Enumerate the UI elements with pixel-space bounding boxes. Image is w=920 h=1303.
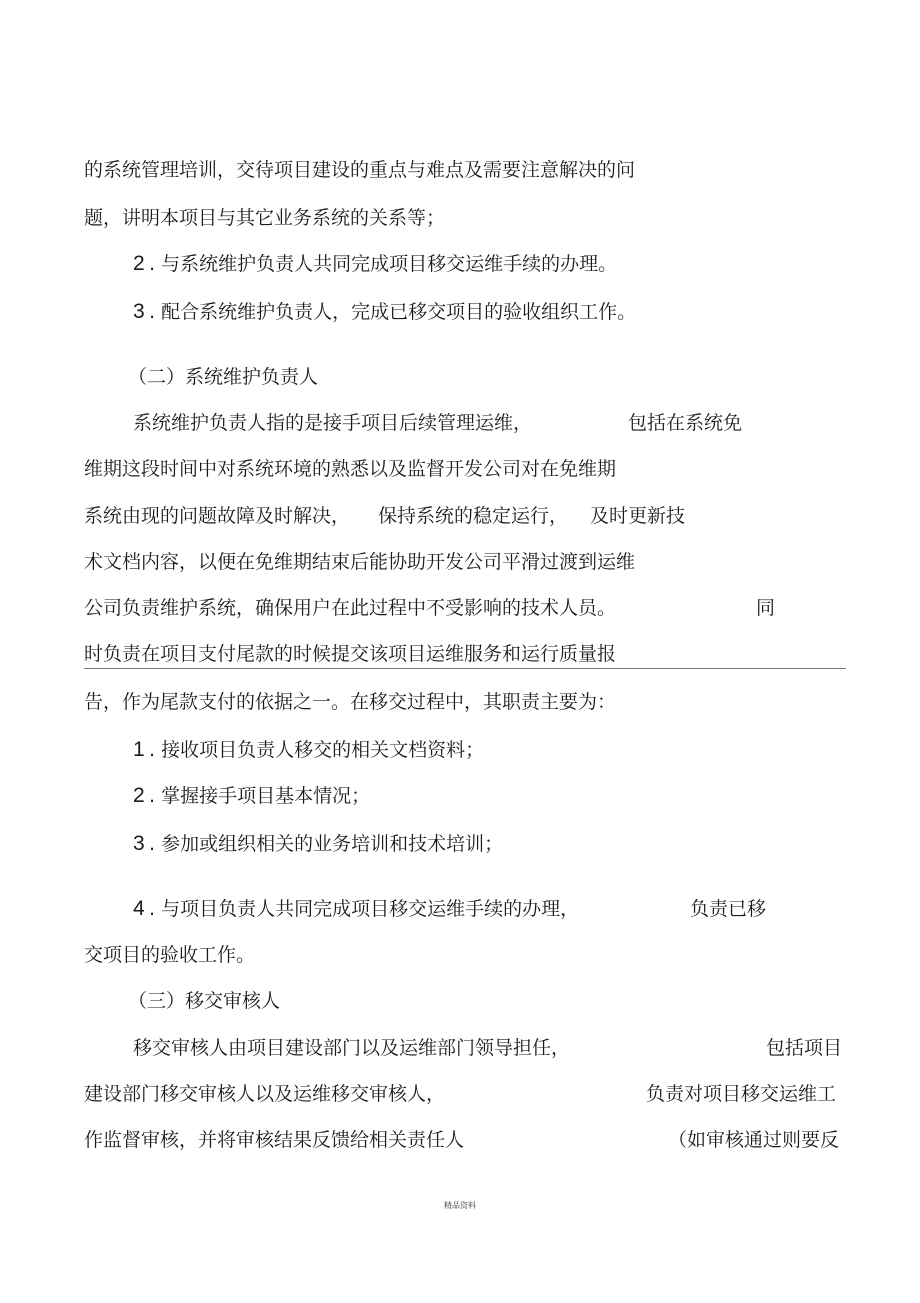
text-segment: 维期这段时间中对系统环境的熟悉以及监督开发公司对在免维期 (84, 458, 617, 480)
text-segment: （如审核通过则要反 (668, 1129, 840, 1151)
text-line (0, 156, 920, 184)
text-line (0, 594, 920, 622)
text-segment: 作监督审核，并将审核结果反馈给相关责任人 (84, 1129, 465, 1151)
text-segment: 负责已移 (690, 898, 767, 920)
text-segment: 移交审核人由项目建设部门以及运维部门领导担任， (133, 1037, 571, 1059)
text-line (0, 688, 920, 716)
text-segment: 建设部门移交审核人以及运维移交审核人， (84, 1083, 446, 1105)
text-line (0, 640, 920, 668)
list-item (0, 830, 920, 858)
list-number: 2 (133, 252, 145, 275)
list-item (0, 782, 920, 810)
heading-text: （二）系统维护负责人 (128, 366, 319, 388)
text-segment: 告，作为尾款支付的依据之一。在移交过程中，其职责主要为： (84, 691, 617, 713)
text-segment: 术文档内容，以便在免维期结束后能协助开发公司平滑过渡到运维 (84, 551, 636, 573)
text-segment: . 配合系统维护负责人，完成已移交项目的验收组织工作。 (149, 301, 637, 323)
text-segment: . 参加或组织相关的业务培训和技术培训； (149, 833, 504, 855)
text-segment: 的系统管理培训，交待项目建设的重点与难点及需要注意解决的问 (84, 159, 636, 181)
text-line (0, 502, 920, 530)
text-line (0, 1126, 920, 1154)
text-line (0, 409, 920, 437)
list-number: 3 (133, 832, 145, 855)
text-segment: 交项目的验收工作。 (84, 944, 256, 966)
text-line (0, 548, 920, 576)
heading-text: （三）移交审核人 (128, 990, 281, 1012)
text-segment: 负责对项目移交运维工 (646, 1083, 837, 1105)
text-segment: 包括项目 (766, 1037, 843, 1059)
text-segment: 保持系统的稳定运行， (378, 505, 569, 527)
list-number: 3 (133, 300, 145, 323)
text-segment: . 掌握接手项目基本情况； (149, 785, 371, 807)
text-segment: 公司负责维护系统，确保用户在此过程中不受影响的技术人员。 (84, 597, 617, 619)
list-number: 4 (133, 897, 145, 920)
text-segment: 包括在系统免 (628, 412, 743, 434)
page-footer: 精品资料 (444, 1201, 476, 1210)
list-number: 2 (133, 784, 145, 807)
page-divider (84, 668, 846, 669)
section-heading (0, 363, 920, 391)
text-segment: . 与项目负责人共同完成项目移交运维手续的办理， (149, 898, 580, 920)
text-line (0, 941, 920, 969)
text-segment: 时负责在项目支付尾款的时候提交该项目运维服务和运行质量报 (84, 643, 617, 665)
text-line (0, 1080, 920, 1108)
list-item (0, 736, 920, 764)
text-segment: 及时更新技 (590, 505, 686, 527)
list-item (0, 895, 920, 923)
list-number: 1 (133, 738, 145, 761)
text-segment: 系统由现的问题故障及时解决， (84, 505, 351, 527)
text-line (0, 455, 920, 483)
list-item (0, 250, 920, 278)
text-segment: 系统维护负责人指的是接手项目后续管理运维， (133, 412, 533, 434)
text-line (0, 1034, 920, 1062)
text-line (0, 204, 920, 232)
text-segment: . 接收项目负责人移交的相关文档资料； (149, 739, 485, 761)
section-heading (0, 987, 920, 1015)
list-item (0, 298, 920, 326)
text-segment: 同 (756, 597, 776, 619)
text-segment: . 与系统维护负责人共同完成项目移交运维手续的办理。 (149, 253, 618, 275)
text-segment: 题，讲明本项目与其它业务系统的关系等； (84, 207, 446, 229)
